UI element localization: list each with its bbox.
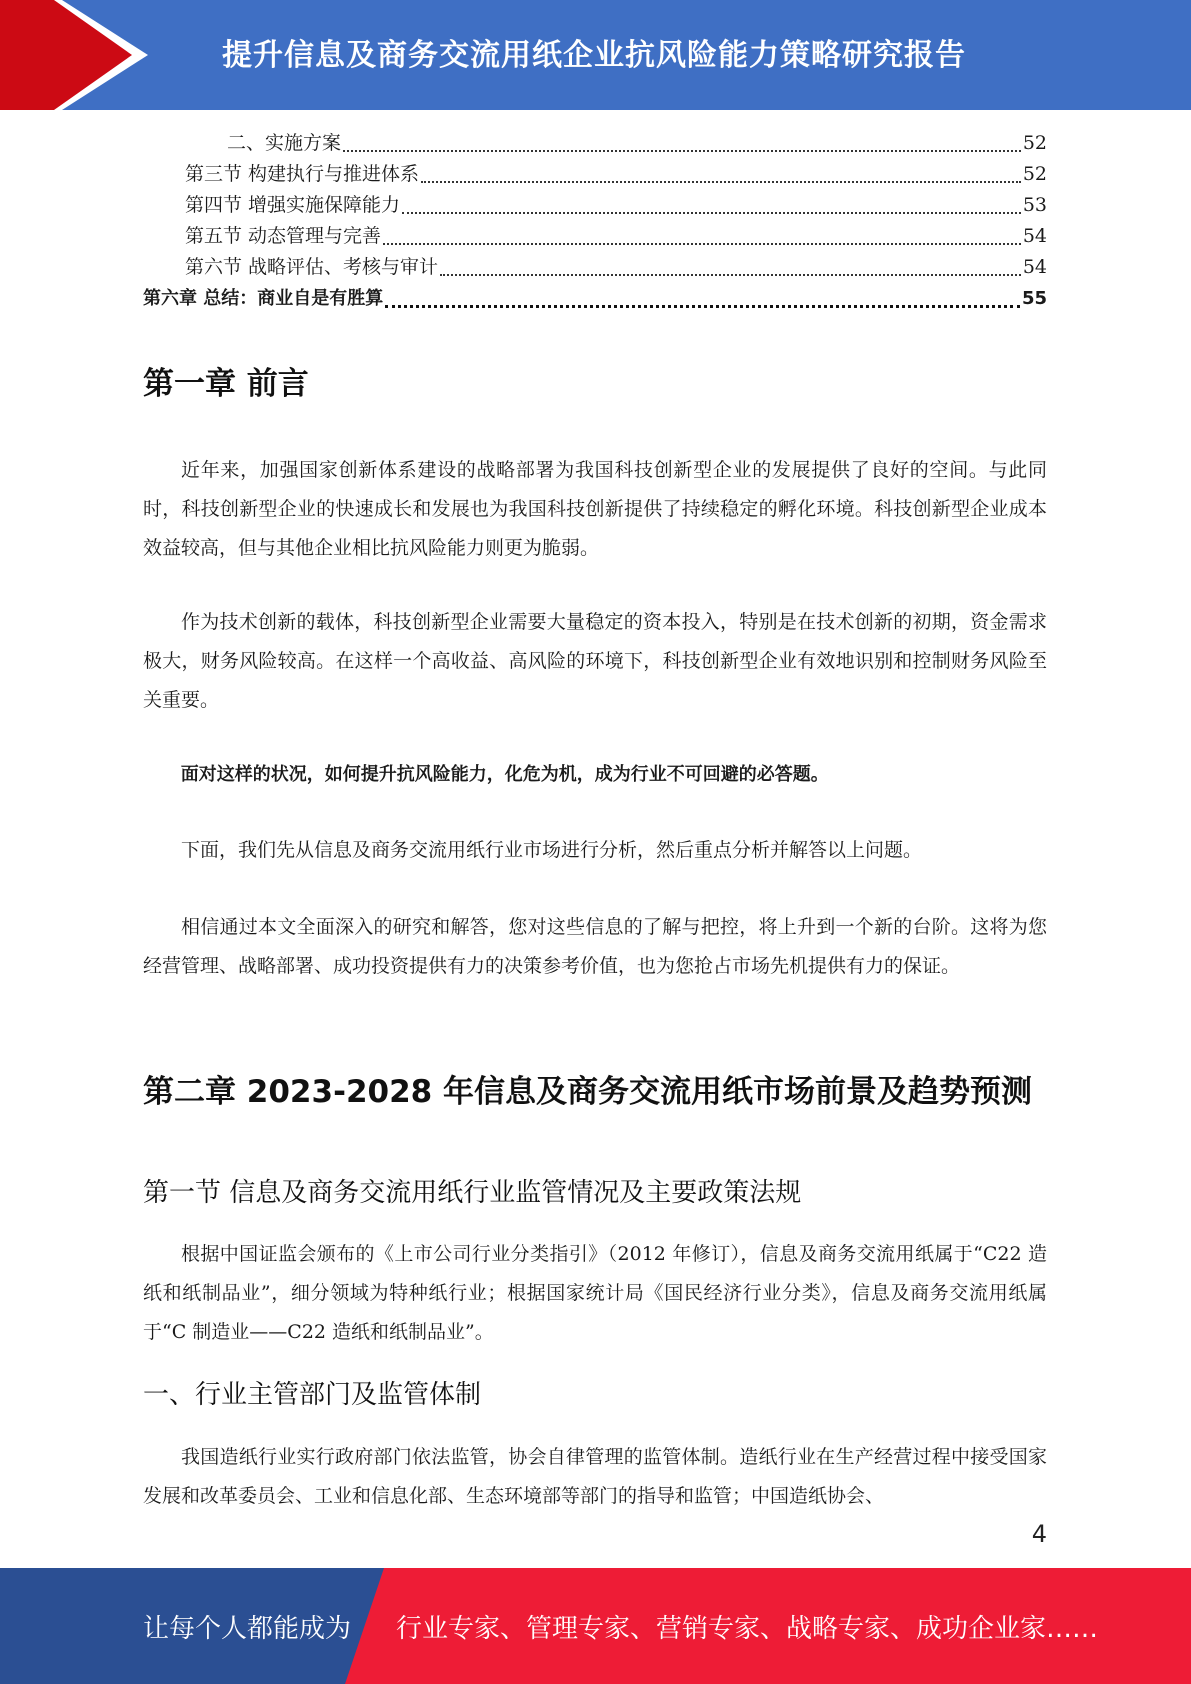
chapter-1-para-3-wrap (143, 831, 1047, 870)
toc-leader-dots (383, 221, 1021, 245)
chapter-1-para-2-wrap (143, 603, 1047, 720)
table-of-contents (143, 128, 1047, 314)
toc-entry-label: 第三节 构建执行与推进体系 (185, 163, 420, 185)
toc-entry-label: 第六节 战略评估、考核与审计 (185, 256, 439, 278)
chapter-1-heading-wrap (143, 358, 1047, 403)
chapter-2-heading-wrap (143, 1066, 1047, 1111)
page-header (0, 0, 1191, 110)
toc-entry[interactable] (143, 190, 1047, 221)
chapter-1-emphasis-wrap (143, 755, 1047, 794)
section-1-paragraph: 根据中国证监会颁布的《上市公司行业分类指引》（2012 年修订），信息及商务交流用纸属于“C22 造纸和纸制品业”，细分领域为特种纸行业；根据国家统计局《国民经济行业分类》，信息及商务交流用纸属于“C 制造业——C22 造纸和纸制品业”。 (143, 1243, 1047, 1343)
toc-leader-dots (343, 128, 1021, 152)
section-1-title: 第一节 信息及商务交流用纸行业监管情况及主要政策法规 (143, 1178, 802, 1208)
chapter-1-title: 第一章 前言 (143, 366, 309, 402)
toc-entry-label: 第五节 动态管理与完善 (185, 225, 382, 247)
chapter-1-para-4-wrap (143, 908, 1047, 986)
toc-entry-page: 52 (1022, 132, 1047, 154)
chapter-1-para-1-wrap (143, 451, 1047, 568)
toc-entry-page: 53 (1022, 194, 1047, 216)
chapter-1-emphasis: 面对这样的状况，如何提升抗风险能力，化危为机，成为行业不可回避的必答题。 (180, 764, 829, 785)
toc-entry-label: 二、实施方案 (227, 132, 342, 154)
chapter-1-paragraph: 下面，我们先从信息及商务交流用纸行业市场进行分析，然后重点分析并解答以上问题。 (181, 839, 923, 861)
subsection-1-heading-wrap (143, 1374, 1047, 1411)
toc-entry-page: 54 (1022, 225, 1047, 247)
chapter-2-title: 第二章 2023-2028 年信息及商务交流用纸市场前景及趋势预测 (143, 1074, 1033, 1110)
footer-slogan-left: 让每个人都能成为 (143, 1614, 352, 1644)
toc-entry-page: 52 (1022, 163, 1047, 185)
header-arrow-decoration (0, 0, 160, 110)
toc-leader-dots (440, 252, 1021, 276)
toc-entry[interactable] (143, 159, 1047, 190)
toc-entry-label: 第四节 增强实施保障能力 (185, 194, 401, 216)
section-1-para-wrap (143, 1235, 1047, 1352)
chapter-1-paragraph: 相信通过本文全面深入的研究和解答，您对这些信息的了解与把控，将上升到一个新的台阶。这将为您经营管理、战略部署、成功投资提供有力的决策参考价值，也为您抢占市场先机提供有力的保证。 (143, 916, 1047, 977)
section-1-heading-wrap (143, 1172, 1047, 1209)
header-title: 提升信息及商务交流用纸企业抗风险能力策略研究报告 (222, 38, 966, 73)
subsection-1-para-wrap (143, 1438, 1047, 1516)
chapter-1-paragraph: 近年来，加强国家创新体系建设的战略部署为我国科技创新型企业的发展提供了良好的空间。与此同时，科技创新型企业的快速成长和发展也为我国科技创新提供了持续稳定的孵化环境。科技创新型企业成本效益较高，但与其他企业相比抗风险能力则更为脆弱。 (143, 459, 1047, 559)
toc-leader-dots (421, 159, 1021, 183)
toc-leader-dots (385, 283, 1020, 308)
toc-entry-page: 54 (1022, 256, 1047, 278)
page-number: 4 (1031, 1520, 1047, 1548)
toc-entry-page: 55 (1021, 288, 1047, 309)
subsection-1-title: 一、行业主管部门及监管体制 (143, 1380, 482, 1410)
toc-entry-chapter[interactable] (143, 283, 1047, 314)
toc-leader-dots (402, 190, 1021, 214)
subsection-1-paragraph: 我国造纸行业实行政府部门依法监管，协会自律管理的监管体制。造纸行业在生产经营过程中接受国家发展和改革委员会、工业和信息化部、生态环境部等部门的指导和监管；中国造纸协会、 (143, 1446, 1047, 1507)
toc-entry[interactable] (143, 128, 1047, 159)
chapter-1-paragraph: 作为技术创新的载体，科技创新型企业需要大量稳定的资本投入，特别是在技术创新的初期，资金需求极大，财务风险较高。在这样一个高收益、高风险的环境下，科技创新型企业有效地识别和控制财务风险至关重要。 (143, 611, 1047, 711)
toc-entry-label: 第六章 总结：商业自是有胜算 (143, 288, 384, 309)
toc-entry[interactable] (143, 221, 1047, 252)
footer-slogan-right: 行业专家、管理专家、营销专家、战略专家、成功企业家…… (396, 1614, 1099, 1644)
page-footer (0, 1568, 1191, 1684)
toc-entry[interactable] (143, 252, 1047, 283)
